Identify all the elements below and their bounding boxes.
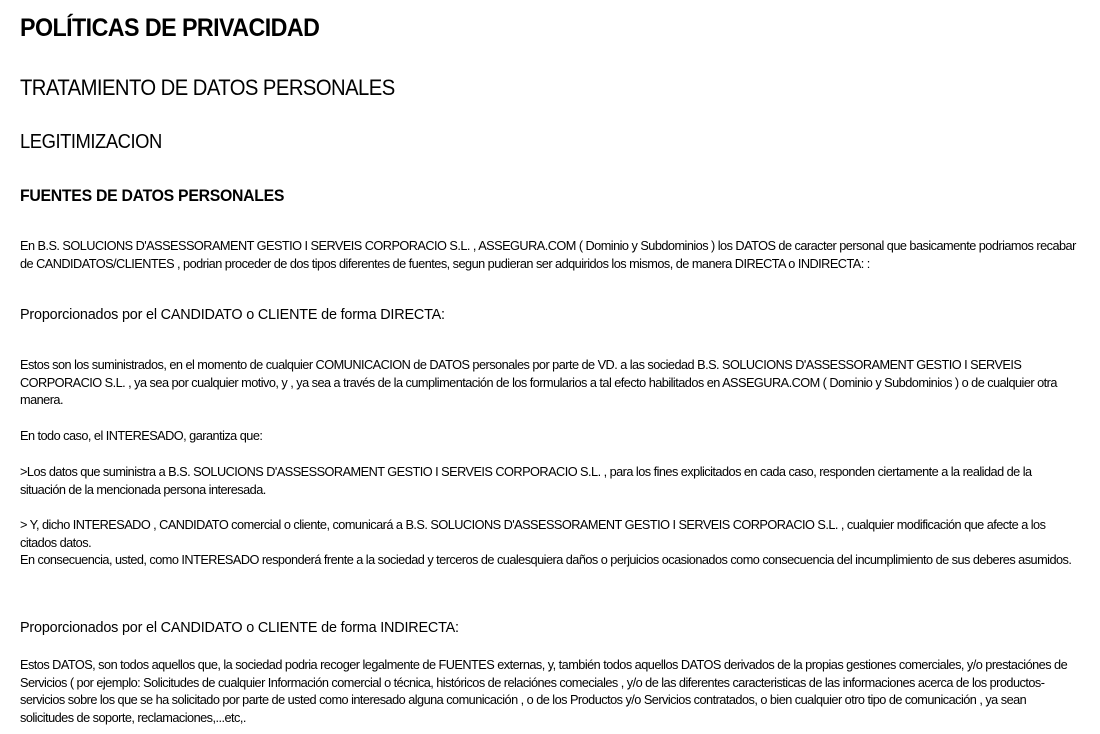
intro-text: En B.S. SOLUCIONS D'ASSESSORAMENT GESTIO I SERVEIS CORPORACIO S.L. , ASSEGURA.COM ( Dominio y Subdominios ) los DATOS de caracter personal que basicamente podriamos recabar de CANDIDATOS/CLIENTES , podrian proceder de dos tipos diferentes de fuentes, segun pudieran ser adquiridos los mismos, de manera DIRECTA o INDIRECTA: : — [20, 238, 1076, 271]
guarantee-consequence-text: En consecuencia, usted, como INTERESADO responderá frente a la sociedad y terceros de cualesquiera daños o perjuicios ocasionados como consecuencia del incumplimiento de sus deberes asumidos. — [20, 552, 1072, 568]
direct-sources-heading: Proporcionados por el CANDIDATO o CLIENTE de forma DIRECTA: — [20, 306, 445, 323]
direct-sources-text: Estos son los suministrados, en el momento de cualquier COMUNICACION de DATOS personales por parte de VD. a las sociedad B.S. SOLUCIONS D'ASSESSORAMENT GESTIO I SERVEIS CORPORACIO S.L. , ya sea por cualquier motivo, y , ya sea a través de la cumplimentación de los formularios a tal efecto habilitados en ASSEGURA.COM ( Dominio y Subdominios ) o de cualquier otra manera. — [20, 357, 1057, 408]
guarantee-item-1 — [20, 463, 1078, 498]
intro-paragraph — [20, 237, 1078, 272]
guarantee-item-2-text: > Y, dicho INTERESADO , CANDIDATO comercial o cliente, comunicará a B.S. SOLUCIONS D'ASSESSORAMENT GESTIO I SERVEIS CORPORACIO S.L. , cualquier modificación que afecte a los citados datos. — [20, 517, 1046, 550]
guarantee-item-1-text: >Los datos que suministra a B.S. SOLUCIONS D'ASSESSORAMENT GESTIO I SERVEIS CORPORACIO S.L. , para los fines explicitados en cada caso, responden ciertamente a la realidad de la situación de la mencionada persona interesada. — [20, 464, 1032, 497]
page-title: POLÍTICAS DE PRIVACIDAD — [20, 14, 320, 42]
section-heading-data-sources: FUENTES DE DATOS PERSONALES — [20, 186, 285, 205]
direct-sources-paragraph — [20, 356, 1078, 409]
indirect-sources-text: Estos DATOS, son todos aquellos que, la sociedad podria recoger legalmente de FUENTES externas, y, también todos aquellos DATOS derivados de la propias gestiones comerciales, y/o prestaciónes de Servicios ( por ejemplo: Solicitudes de cualquier Información comercial o técnica, históricos de relaciónes comeciales , y/o de las diferentes caracteristicas de las informaciones acerca de los productos-servicios sobre los que se ha solicitado por parte de usted como interesado alguna comunicación , o de los Productos y/o Servicios contratados, o bien cualquier otro tipo de comunicación , ya sean solicitudes de soporte, reclamaciones,...etc,. — [20, 657, 1068, 725]
page-subtitle: TRATAMIENTO DE DATOS PERSONALES — [20, 75, 395, 100]
guarantee-intro-paragraph — [20, 427, 1078, 445]
indirect-sources-heading: Proporcionados por el CANDIDATO o CLIENTE de forma INDIRECTA: — [20, 619, 459, 636]
indirect-sources-paragraph — [20, 656, 1078, 726]
guarantee-item-2 — [20, 516, 1078, 569]
section-heading-legitimization: LEGITIMIZACION — [20, 131, 162, 153]
guarantee-intro-text: En todo caso, el INTERESADO, garantiza que: — [20, 428, 263, 443]
